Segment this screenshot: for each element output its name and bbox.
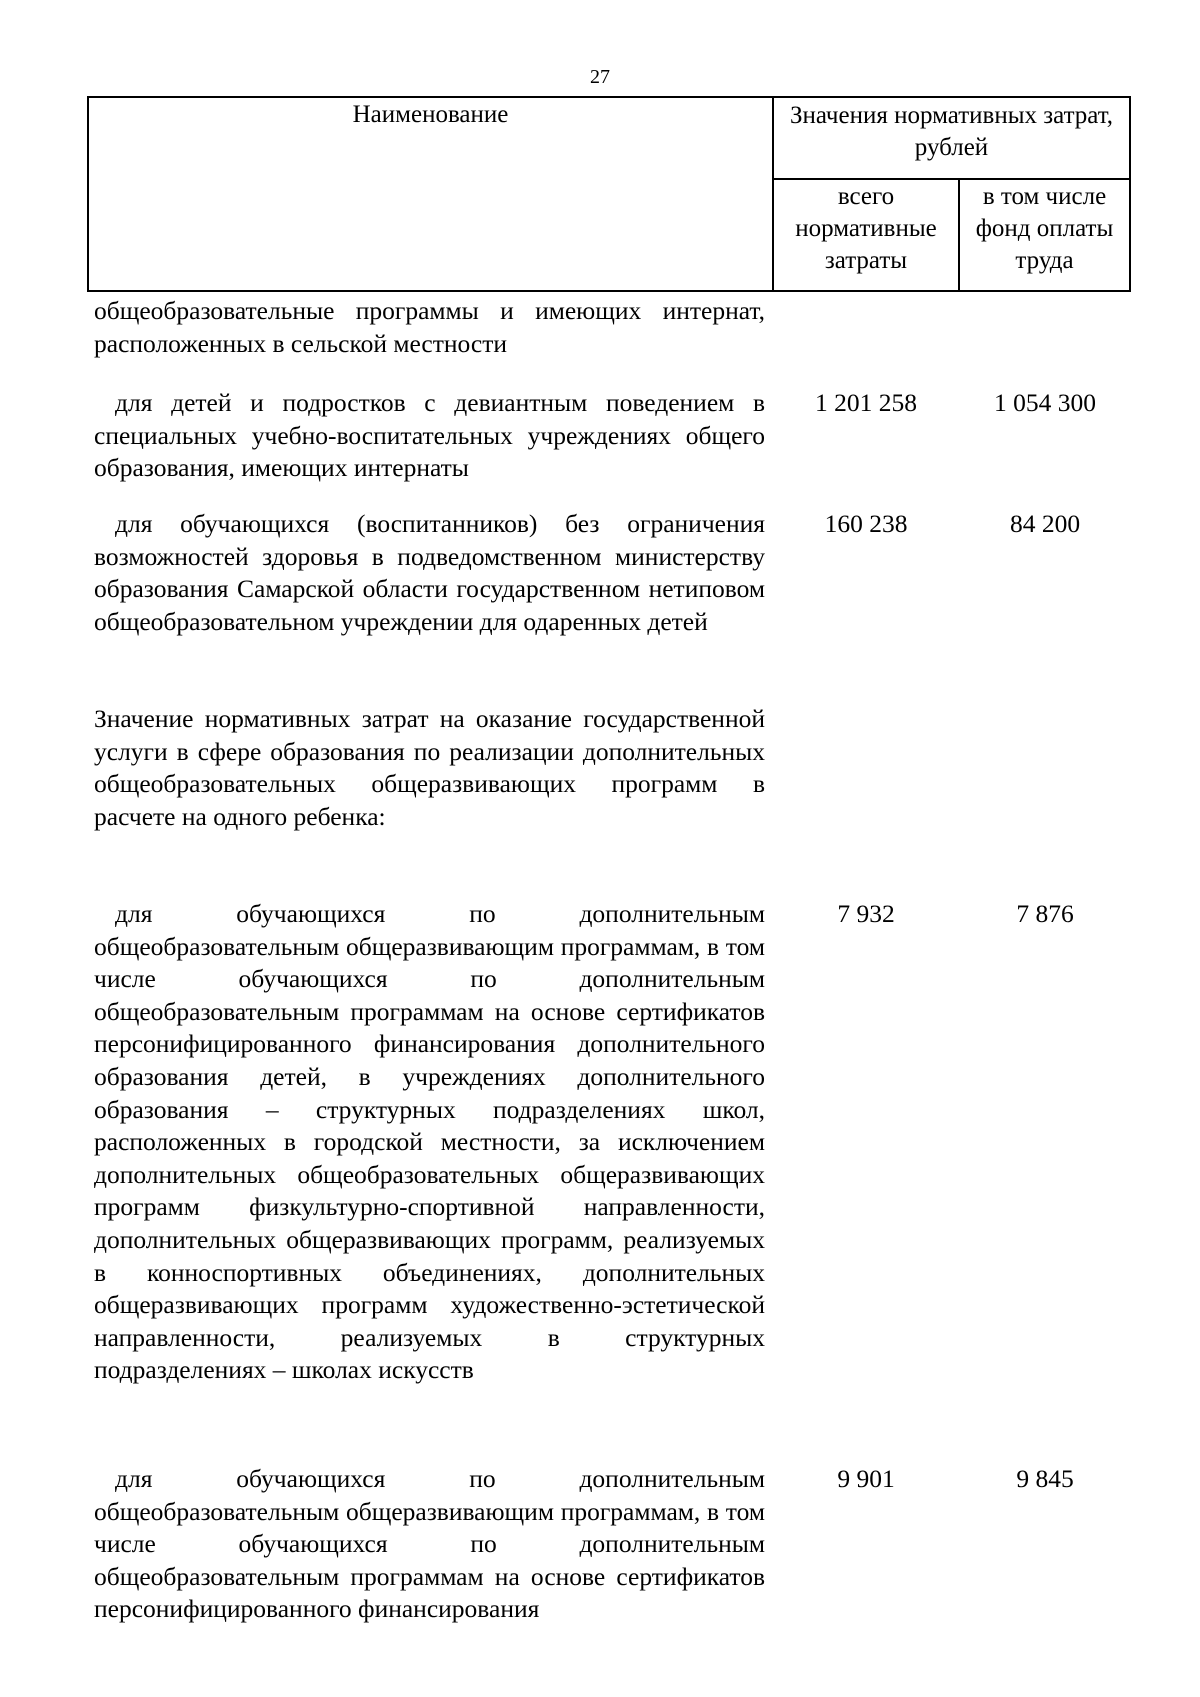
table-header: [87, 96, 1131, 292]
row-total-value: 160 238: [824, 509, 908, 538]
row-fund-value: 9 845: [1016, 1464, 1074, 1493]
row-fund-value: 84 200: [1009, 509, 1081, 538]
column-header-values: Значения нормативных затрат, рублей: [774, 98, 1129, 180]
column-header-name: Наименование: [89, 98, 774, 290]
row-fund-value: 7 876: [1016, 899, 1074, 928]
row-name: для детей и подростков с девиантным поведением в специальных учебно-воспитательных учреждениях общего образования, имеющих интернаты: [94, 388, 765, 483]
row-total-value: 1 201 258: [815, 388, 917, 417]
column-header-total: всего нормативные затраты: [774, 180, 960, 290]
page-number: 27: [590, 66, 610, 88]
row-name: общеобразовательные программы и имеющих интернат, расположенных в сельской местности: [94, 296, 765, 358]
row-fund-value: 1 054 300: [994, 388, 1096, 417]
row-total-value: 7 932: [837, 899, 895, 928]
row-name: Значение нормативных затрат на оказание государственной услуги в сфере образования по реализации дополнительных общеобразовательных общеразвивающих программ в расчете на одного ребенка:: [94, 704, 765, 831]
row-name: для обучающихся по дополнительным общеобразовательным общеразвивающим программам, в том числе обучающихся по дополнительным общеобразовательным программам на основе сертификатов персонифицированного финансирования: [94, 1464, 765, 1624]
row-total-value: 9 901: [837, 1464, 895, 1493]
row-name: для обучающихся по дополнительным общеобразовательным общеразвивающим программам, в том числе обучающихся по дополнительным общеобразовательным программам на основе сертификатов персонифицированного финансирования дополнительного образования детей, в учреждениях дополнительного образования – структурных подразделениях школ, расположенных в городской местности, за исключением дополнительных общеобразовательных общеразвивающих программ физкультурно-спортивной направленности, дополнительных общеразвивающих программ, реализуемых в конноспортивных объединениях, дополнительных общеразвивающих программ художественно-эстетической направленности, реализуемых в структурных подразделениях – школах искусств: [94, 899, 765, 1385]
row-name: для обучающихся (воспитанников) без ограничения возможностей здоровья в подведомственном министерству образования Самарской области государственном нетиповом общеобразовательном учреждении для одаренных детей: [94, 509, 765, 636]
column-header-fund: в том числе фонд оплаты труда: [975, 183, 1114, 274]
